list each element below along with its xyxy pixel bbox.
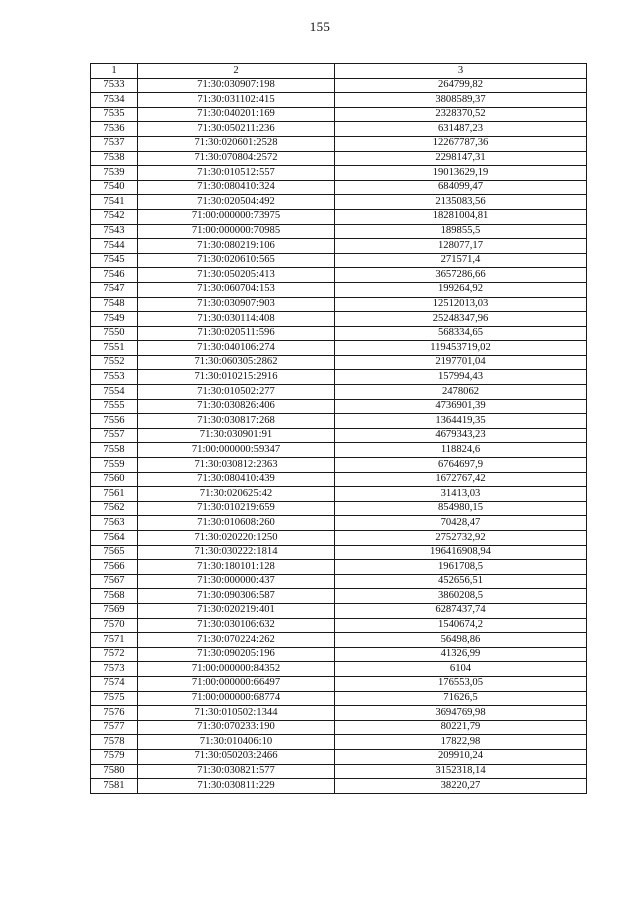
cadastral-number-cell: 71:30:050205:413 xyxy=(138,268,335,283)
value-cell: 6287437,74 xyxy=(335,603,587,618)
value-cell: 1961708,5 xyxy=(335,560,587,575)
cadastral-number-cell: 71:30:030114:408 xyxy=(138,312,335,327)
cadastral-number-cell: 71:00:000000:84352 xyxy=(138,662,335,677)
table-row xyxy=(91,136,587,151)
value-cell: 2328370,52 xyxy=(335,107,587,122)
row-number-cell: 7563 xyxy=(91,516,138,531)
value-cell: 2197701,04 xyxy=(335,355,587,370)
table-row xyxy=(91,122,587,137)
value-cell: 6104 xyxy=(335,662,587,677)
row-number-cell: 7554 xyxy=(91,385,138,400)
table-row xyxy=(91,516,587,531)
table-row xyxy=(91,312,587,327)
table-row xyxy=(91,166,587,181)
value-cell: 568334,65 xyxy=(335,326,587,341)
table-row xyxy=(91,385,587,400)
table-row xyxy=(91,487,587,502)
value-cell: 12512013,03 xyxy=(335,297,587,312)
value-cell: 18281004,81 xyxy=(335,209,587,224)
row-number-cell: 7569 xyxy=(91,603,138,618)
table-row xyxy=(91,764,587,779)
cadastral-number-cell: 71:30:020511:596 xyxy=(138,326,335,341)
value-cell: 684099,47 xyxy=(335,180,587,195)
value-cell: 12267787,36 xyxy=(335,136,587,151)
table-body xyxy=(91,78,587,793)
cadastral-number-cell: 71:30:030817:268 xyxy=(138,414,335,429)
value-cell: 25248347,96 xyxy=(335,312,587,327)
table-row xyxy=(91,647,587,662)
row-number-cell: 7559 xyxy=(91,458,138,473)
table-row xyxy=(91,224,587,239)
cadastral-number-cell: 71:30:020625:42 xyxy=(138,487,335,502)
value-cell: 3860208,5 xyxy=(335,589,587,604)
row-number-cell: 7570 xyxy=(91,618,138,633)
cadastral-number-cell: 71:30:010512:557 xyxy=(138,166,335,181)
value-cell: 4679343,23 xyxy=(335,428,587,443)
table-row xyxy=(91,282,587,297)
table-row xyxy=(91,603,587,618)
cadastral-number-cell: 71:30:020220:1250 xyxy=(138,531,335,546)
cadastral-value-table xyxy=(90,63,587,794)
table-row xyxy=(91,78,587,93)
header-row xyxy=(91,64,587,79)
row-number-cell: 7555 xyxy=(91,399,138,414)
table-row xyxy=(91,297,587,312)
row-number-cell: 7548 xyxy=(91,297,138,312)
table-row xyxy=(91,326,587,341)
cadastral-number-cell: 71:30:050211:236 xyxy=(138,122,335,137)
table-row xyxy=(91,370,587,385)
table-row xyxy=(91,239,587,254)
value-cell: 452656,51 xyxy=(335,574,587,589)
row-number-cell: 7533 xyxy=(91,78,138,93)
table-row xyxy=(91,691,587,706)
row-number-cell: 7561 xyxy=(91,487,138,502)
cadastral-number-cell: 71:30:180101:128 xyxy=(138,560,335,575)
table-row xyxy=(91,268,587,283)
value-cell: 271571,4 xyxy=(335,253,587,268)
cadastral-number-cell: 71:00:000000:73975 xyxy=(138,209,335,224)
value-cell: 3657286,66 xyxy=(335,268,587,283)
row-number-cell: 7575 xyxy=(91,691,138,706)
value-cell: 38220,27 xyxy=(335,779,587,794)
cadastral-number-cell: 71:30:080410:439 xyxy=(138,472,335,487)
cadastral-number-cell: 71:30:030826:406 xyxy=(138,399,335,414)
value-cell: 118824,6 xyxy=(335,443,587,458)
table-row xyxy=(91,706,587,721)
value-cell: 80221,79 xyxy=(335,720,587,735)
row-number-cell: 7580 xyxy=(91,764,138,779)
cadastral-number-cell: 71:30:030811:229 xyxy=(138,779,335,794)
cadastral-number-cell: 71:30:010608:260 xyxy=(138,516,335,531)
table-row xyxy=(91,633,587,648)
table-row xyxy=(91,93,587,108)
table-row xyxy=(91,501,587,516)
row-number-cell: 7539 xyxy=(91,166,138,181)
cadastral-number-cell: 71:30:010406:10 xyxy=(138,735,335,750)
cadastral-number-cell: 71:30:030901:91 xyxy=(138,428,335,443)
cadastral-number-cell: 71:30:030222:1814 xyxy=(138,545,335,560)
row-number-cell: 7552 xyxy=(91,355,138,370)
column-header-2: 2 xyxy=(138,64,335,79)
table-row xyxy=(91,107,587,122)
cadastral-number-cell: 71:30:070233:190 xyxy=(138,720,335,735)
value-cell: 56498,86 xyxy=(335,633,587,648)
value-cell: 6764697,9 xyxy=(335,458,587,473)
value-cell: 128077,17 xyxy=(335,239,587,254)
row-number-cell: 7566 xyxy=(91,560,138,575)
table-row xyxy=(91,355,587,370)
cadastral-number-cell: 71:30:090205:196 xyxy=(138,647,335,662)
cadastral-number-cell: 71:30:031102:415 xyxy=(138,93,335,108)
cadastral-number-cell: 71:30:010502:1344 xyxy=(138,706,335,721)
value-cell: 19013629,19 xyxy=(335,166,587,181)
row-number-cell: 7565 xyxy=(91,545,138,560)
row-number-cell: 7543 xyxy=(91,224,138,239)
table-row xyxy=(91,618,587,633)
value-cell: 199264,92 xyxy=(335,282,587,297)
value-cell: 1540674,2 xyxy=(335,618,587,633)
cadastral-number-cell: 71:00:000000:70985 xyxy=(138,224,335,239)
row-number-cell: 7542 xyxy=(91,209,138,224)
row-number-cell: 7576 xyxy=(91,706,138,721)
value-cell: 3152318,14 xyxy=(335,764,587,779)
table-row xyxy=(91,531,587,546)
cadastral-number-cell: 71:30:050203:2466 xyxy=(138,749,335,764)
row-number-cell: 7534 xyxy=(91,93,138,108)
column-header-3: 3 xyxy=(335,64,587,79)
cadastral-number-cell: 71:00:000000:68774 xyxy=(138,691,335,706)
row-number-cell: 7581 xyxy=(91,779,138,794)
cadastral-number-cell: 71:30:020601:2528 xyxy=(138,136,335,151)
table-row xyxy=(91,662,587,677)
cadastral-number-cell: 71:30:080219:106 xyxy=(138,239,335,254)
value-cell: 41326,99 xyxy=(335,647,587,662)
table-row xyxy=(91,180,587,195)
value-cell: 631487,23 xyxy=(335,122,587,137)
row-number-cell: 7574 xyxy=(91,676,138,691)
cadastral-number-cell: 71:30:040201:169 xyxy=(138,107,335,122)
value-cell: 70428,47 xyxy=(335,516,587,531)
table-row xyxy=(91,414,587,429)
value-cell: 2298147,31 xyxy=(335,151,587,166)
table-row xyxy=(91,560,587,575)
value-cell: 1364419,35 xyxy=(335,414,587,429)
cadastral-number-cell: 71:30:080410:324 xyxy=(138,180,335,195)
row-number-cell: 7567 xyxy=(91,574,138,589)
table-row xyxy=(91,676,587,691)
row-number-cell: 7577 xyxy=(91,720,138,735)
value-cell: 2752732,92 xyxy=(335,531,587,546)
table-row xyxy=(91,589,587,604)
row-number-cell: 7560 xyxy=(91,472,138,487)
table-row xyxy=(91,341,587,356)
cadastral-number-cell: 71:30:030106:632 xyxy=(138,618,335,633)
value-cell: 71626,5 xyxy=(335,691,587,706)
value-cell: 17822,98 xyxy=(335,735,587,750)
row-number-cell: 7568 xyxy=(91,589,138,604)
value-cell: 3808589,37 xyxy=(335,93,587,108)
cadastral-number-cell: 71:30:070804:2572 xyxy=(138,151,335,166)
cadastral-number-cell: 71:30:020504:492 xyxy=(138,195,335,210)
cadastral-number-cell: 71:30:090306:587 xyxy=(138,589,335,604)
cadastral-number-cell: 71:00:000000:59347 xyxy=(138,443,335,458)
cadastral-number-cell: 71:30:010502:277 xyxy=(138,385,335,400)
table-row xyxy=(91,779,587,794)
value-cell: 4736901,39 xyxy=(335,399,587,414)
row-number-cell: 7547 xyxy=(91,282,138,297)
table-row xyxy=(91,195,587,210)
row-number-cell: 7572 xyxy=(91,647,138,662)
row-number-cell: 7550 xyxy=(91,326,138,341)
cadastral-number-cell: 71:30:000000:437 xyxy=(138,574,335,589)
cadastral-number-cell: 71:30:040106:274 xyxy=(138,341,335,356)
value-cell: 3694769,98 xyxy=(335,706,587,721)
value-cell: 31413,03 xyxy=(335,487,587,502)
row-number-cell: 7579 xyxy=(91,749,138,764)
cadastral-number-cell: 71:30:030812:2363 xyxy=(138,458,335,473)
value-cell: 157994,43 xyxy=(335,370,587,385)
row-number-cell: 7540 xyxy=(91,180,138,195)
cadastral-number-cell: 71:30:060704:153 xyxy=(138,282,335,297)
cadastral-number-cell: 71:30:030821:577 xyxy=(138,764,335,779)
page-number: 155 xyxy=(309,19,331,34)
row-number-cell: 7536 xyxy=(91,122,138,137)
row-number-cell: 7541 xyxy=(91,195,138,210)
cadastral-number-cell: 71:30:010215:2916 xyxy=(138,370,335,385)
row-number-cell: 7551 xyxy=(91,341,138,356)
row-number-cell: 7549 xyxy=(91,312,138,327)
cadastral-number-cell: 71:30:020219:401 xyxy=(138,603,335,618)
table-row xyxy=(91,253,587,268)
table-row xyxy=(91,209,587,224)
value-cell: 119453719,02 xyxy=(335,341,587,356)
row-number-cell: 7573 xyxy=(91,662,138,677)
table-row xyxy=(91,735,587,750)
row-number-cell: 7557 xyxy=(91,428,138,443)
value-cell: 189855,5 xyxy=(335,224,587,239)
cadastral-number-cell: 71:30:070224:262 xyxy=(138,633,335,648)
value-cell: 176553,05 xyxy=(335,676,587,691)
value-cell: 1672767,42 xyxy=(335,472,587,487)
table-row xyxy=(91,720,587,735)
cadastral-number-cell: 71:30:030907:198 xyxy=(138,78,335,93)
value-cell: 2135083,56 xyxy=(335,195,587,210)
row-number-cell: 7564 xyxy=(91,531,138,546)
value-cell: 854980,15 xyxy=(335,501,587,516)
row-number-cell: 7545 xyxy=(91,253,138,268)
cadastral-number-cell: 71:30:030907:903 xyxy=(138,297,335,312)
row-number-cell: 7538 xyxy=(91,151,138,166)
table-row xyxy=(91,428,587,443)
table-row xyxy=(91,458,587,473)
table-row xyxy=(91,749,587,764)
row-number-cell: 7544 xyxy=(91,239,138,254)
row-number-cell: 7535 xyxy=(91,107,138,122)
cadastral-number-cell: 71:00:000000:66497 xyxy=(138,676,335,691)
row-number-cell: 7553 xyxy=(91,370,138,385)
row-number-cell: 7537 xyxy=(91,136,138,151)
table-row xyxy=(91,545,587,560)
cadastral-number-cell: 71:30:020610:565 xyxy=(138,253,335,268)
value-cell: 2478062 xyxy=(335,385,587,400)
row-number-cell: 7558 xyxy=(91,443,138,458)
value-cell: 209910,24 xyxy=(335,749,587,764)
cadastral-number-cell: 71:30:060305:2862 xyxy=(138,355,335,370)
value-cell: 196416908,94 xyxy=(335,545,587,560)
row-number-cell: 7562 xyxy=(91,501,138,516)
row-number-cell: 7546 xyxy=(91,268,138,283)
table-row xyxy=(91,151,587,166)
table-row xyxy=(91,443,587,458)
row-number-cell: 7556 xyxy=(91,414,138,429)
table-row xyxy=(91,574,587,589)
value-cell: 264799,82 xyxy=(335,78,587,93)
row-number-cell: 7571 xyxy=(91,633,138,648)
table-row xyxy=(91,472,587,487)
table-row xyxy=(91,399,587,414)
cadastral-number-cell: 71:30:010219:659 xyxy=(138,501,335,516)
row-number-cell: 7578 xyxy=(91,735,138,750)
column-header-1: 1 xyxy=(91,64,138,79)
